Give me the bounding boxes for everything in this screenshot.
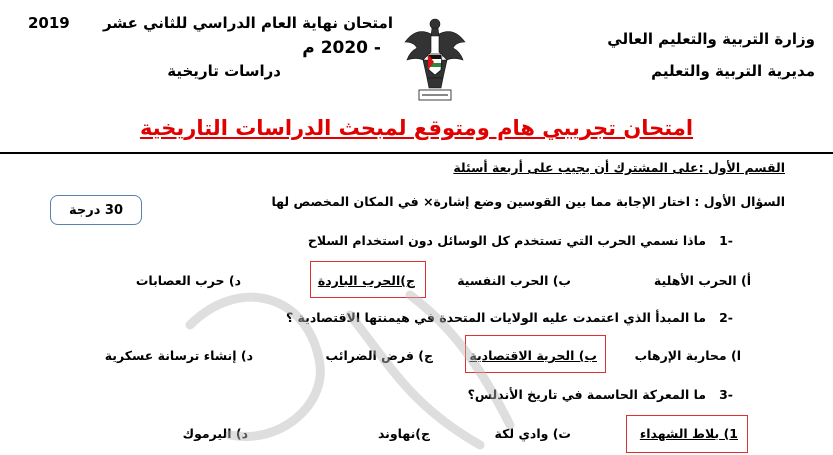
choice-a: ا) محاربة الإرهاب [634,348,741,363]
choice-c: ج)نهاوند [377,426,430,441]
subject-label: دراسات تاريخية [167,62,281,80]
score-badge: 30 درجة [50,195,142,225]
question-item-3 [468,387,733,402]
divider-line [0,152,833,154]
choice-a: 1) بلاط الشهداء [639,426,738,441]
choice-d: د) اليرموك [182,426,248,441]
main-title: امتحان تجريبي هام ومتوقع لمبحث الدراسات التاريخية [139,116,694,140]
ministry-name: وزارة التربية والتعليم العالي [607,30,815,48]
directorate-name: مديرية التربية والتعليم [651,62,815,80]
choice-a: أ) الحرب الأهلية [653,273,751,288]
item-text: ما المعركة الحاسمة في تاريخ الأندلس؟ [467,387,707,402]
choice-b: ت) وادي لكة [494,426,571,441]
year-label: 2019 [28,14,70,32]
question-item-1 [308,233,733,248]
choice-d: د) إنشاء ترسانة عسكرية [104,348,253,363]
question-one: السؤال الأول : اختار الإجابة مما بين القوسين وضع إشارة× في المكان المخصص لها [271,194,785,209]
exam-title: امتحان نهاية العام الدراسي للثاني عشر [103,14,393,32]
item-text: ما المبدأ الذي اعتمدت عليه الولايات المتحدة في هيمنتها الاقتصادية ؟ [285,310,707,325]
choice-b: ب) الحرية الاقتصادية [469,348,597,363]
emblem-icon [403,12,467,104]
item-text: ماذا نسمي الحرب التي تستخدم كل الوسائل دون استخدام السلاح [307,233,707,248]
question-item-2 [286,310,733,325]
item-number: -1 [719,233,733,248]
choice-d: د) حرب العصابات [135,273,241,288]
choice-b: ب) الحرب النفسية [457,273,571,288]
item-number: -2 [719,310,733,325]
year-range: - 2020 م [302,38,381,58]
choice-c: ج)الحرب الباردة [317,273,415,288]
section-heading: القسم الأول :على المشترك أن يجيب على أربعة أسئلة [453,160,785,175]
choice-c: ج) فرض الضرائب [325,348,433,363]
item-number: -3 [719,387,733,402]
